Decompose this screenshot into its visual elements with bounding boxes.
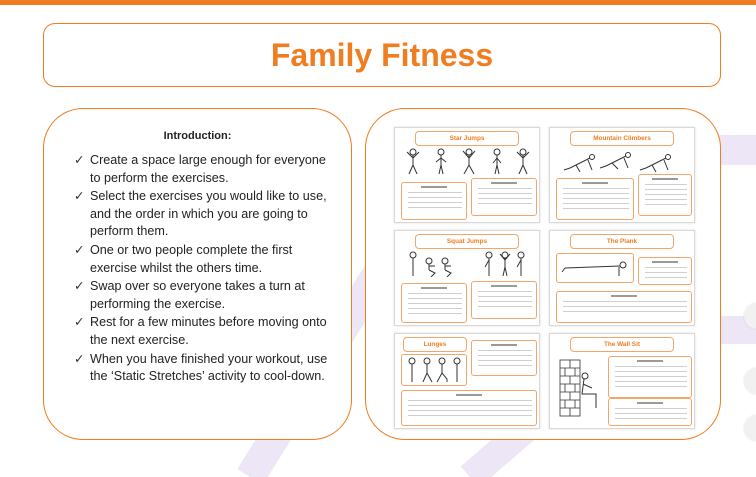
star-jumps-figures	[403, 148, 533, 176]
card-tips	[638, 174, 692, 216]
list-item: ✓ Create a space large enough for everyone to perform the exercises.	[74, 153, 326, 185]
introduction-panel	[43, 108, 352, 440]
activity-card-mountain-climbers	[549, 127, 695, 223]
check-icon: ✓	[74, 351, 85, 366]
activity-card-the-plank	[549, 230, 695, 326]
card-instructions	[556, 178, 634, 220]
card-instructions	[401, 390, 537, 426]
card-title: Lunges	[403, 337, 467, 352]
title-banner	[43, 23, 721, 87]
card-tips	[471, 340, 537, 376]
card-instructions	[608, 356, 692, 398]
card-tips	[471, 281, 537, 319]
activity-card-squat-jumps	[394, 230, 540, 326]
card-title: The Wall Sit	[570, 337, 674, 352]
wall-sit-figure	[558, 358, 608, 420]
check-icon: ✓	[74, 279, 85, 294]
card-title: Star Jumps	[415, 131, 519, 146]
side-decoration-circle	[744, 368, 756, 394]
list-item: ✓ Rest for a few minutes before moving onto the next exercise.	[74, 315, 327, 347]
card-tips	[608, 398, 692, 426]
card-tips	[471, 178, 537, 216]
card-instructions	[401, 182, 467, 220]
card-tips	[638, 257, 692, 285]
list-item: ✓ One or two people complete the first exercise whilst the others time.	[74, 242, 293, 275]
activity-cards-preview	[365, 108, 721, 440]
plank-figure	[557, 254, 633, 282]
list-item: ✓ Select the exercises you would like to use, and the order in which you are going to perform them.	[74, 189, 327, 239]
mountain-climbers-figures	[558, 150, 688, 174]
side-decoration-circle	[744, 415, 756, 441]
card-title: Squat Jumps	[415, 234, 519, 249]
introduction-heading: Introduction:	[163, 130, 232, 142]
lunges-figures	[402, 355, 466, 385]
card-illustration-frame	[556, 253, 634, 283]
check-icon: ✓	[74, 189, 85, 204]
list-item: ✓ Swap over so everyone takes a turn at performing the exercise.	[74, 279, 305, 311]
check-icon: ✓	[74, 315, 85, 330]
list-item: ✓ When you have finished your workout, use the ‘Static Stretches’ activity to cool-down.	[74, 351, 328, 384]
introduction-list	[44, 152, 351, 386]
squat-jumps-figures	[403, 251, 533, 277]
activity-card-lunges	[394, 333, 540, 429]
activity-card-the-wall-sit	[549, 333, 695, 429]
card-illustration-frame	[401, 354, 467, 386]
side-decoration-circle	[744, 303, 756, 329]
top-accent-bar	[0, 0, 756, 5]
card-instructions	[401, 283, 467, 323]
check-icon: ✓	[74, 153, 85, 167]
check-icon: ✓	[74, 242, 85, 257]
card-instructions	[556, 291, 692, 323]
card-title: The Plank	[570, 234, 674, 249]
preview-grid	[394, 127, 695, 429]
activity-card-star-jumps	[394, 127, 540, 223]
page-title: Family Fitness	[270, 36, 494, 73]
card-title: Mountain Climbers	[570, 131, 674, 146]
